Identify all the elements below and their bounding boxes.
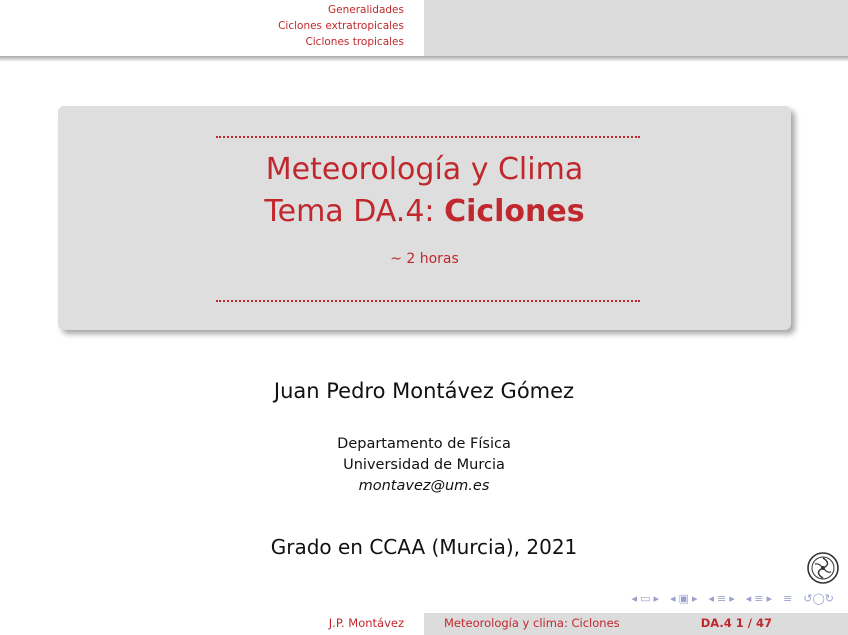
nav-doc-icon[interactable]: ≡ bbox=[754, 592, 764, 605]
nav-doc-left-icon[interactable]: ◂ bbox=[745, 592, 752, 605]
section-link-extratropicales[interactable]: Ciclones extratropicales bbox=[278, 20, 404, 32]
author-name: Juan Pedro Montávez Gómez bbox=[273, 379, 575, 403]
university: Universidad de Murcia bbox=[343, 457, 505, 473]
nav-doc-right-icon[interactable]: ▸ bbox=[766, 592, 773, 605]
department: Departamento de Física bbox=[337, 436, 511, 452]
section-navigation bbox=[278, 2, 404, 50]
nav-subsection-icon[interactable]: ▣ bbox=[678, 592, 689, 605]
footer-author: J.P. Montávez bbox=[328, 616, 404, 630]
nav-frame-left-icon[interactable]: ◂ bbox=[631, 592, 638, 605]
nav-section-icon[interactable]: ≡ bbox=[717, 592, 727, 605]
title-dotted-rule-bottom bbox=[216, 300, 640, 302]
footer-title: Meteorología y clima: Ciclones bbox=[444, 616, 620, 630]
header-left-panel bbox=[0, 0, 424, 56]
presentation-date: Grado en CCAA (Murcia), 2021 bbox=[270, 535, 578, 559]
university-seal-logo bbox=[806, 551, 840, 585]
nav-subsection-left-icon[interactable]: ◂ bbox=[670, 592, 676, 605]
footer-bar bbox=[0, 613, 848, 635]
header-right-panel bbox=[424, 0, 848, 56]
section-link-tropicales[interactable]: Ciclones tropicales bbox=[305, 36, 404, 48]
nav-frame-icon[interactable]: ▭ bbox=[640, 592, 651, 605]
nav-appendix-icon[interactable]: ≡ bbox=[783, 592, 793, 605]
topic-name: Ciclones bbox=[444, 194, 585, 229]
nav-search-icon[interactable]: ↺◯↻ bbox=[803, 592, 834, 605]
footer-page-number: DA.4 1 / 47 bbox=[700, 616, 772, 630]
title-block bbox=[58, 106, 791, 330]
section-link-generalidades[interactable]: Generalidades bbox=[328, 4, 404, 16]
title-dotted-rule-top bbox=[216, 136, 640, 138]
header-shadow bbox=[0, 56, 848, 62]
nav-frame-right-icon[interactable]: ▸ bbox=[653, 592, 659, 605]
nav-section-right-icon[interactable]: ▸ bbox=[729, 592, 735, 605]
author-email[interactable]: montavez@um.es bbox=[358, 478, 490, 494]
presentation-duration: ~ 2 horas bbox=[390, 251, 459, 267]
nav-subsection-right-icon[interactable]: ▸ bbox=[691, 592, 698, 605]
presentation-topic bbox=[58, 194, 791, 230]
header-bar bbox=[0, 0, 848, 56]
institute-block bbox=[0, 434, 848, 497]
nav-section-left-icon[interactable]: ◂ bbox=[708, 592, 714, 605]
presentation-title: Meteorología y Clima bbox=[265, 152, 584, 187]
navigation-symbols bbox=[632, 591, 834, 607]
topic-prefix: Tema DA.4: bbox=[264, 194, 445, 229]
footer-right-panel bbox=[424, 613, 848, 635]
footer-left-panel bbox=[0, 613, 424, 635]
